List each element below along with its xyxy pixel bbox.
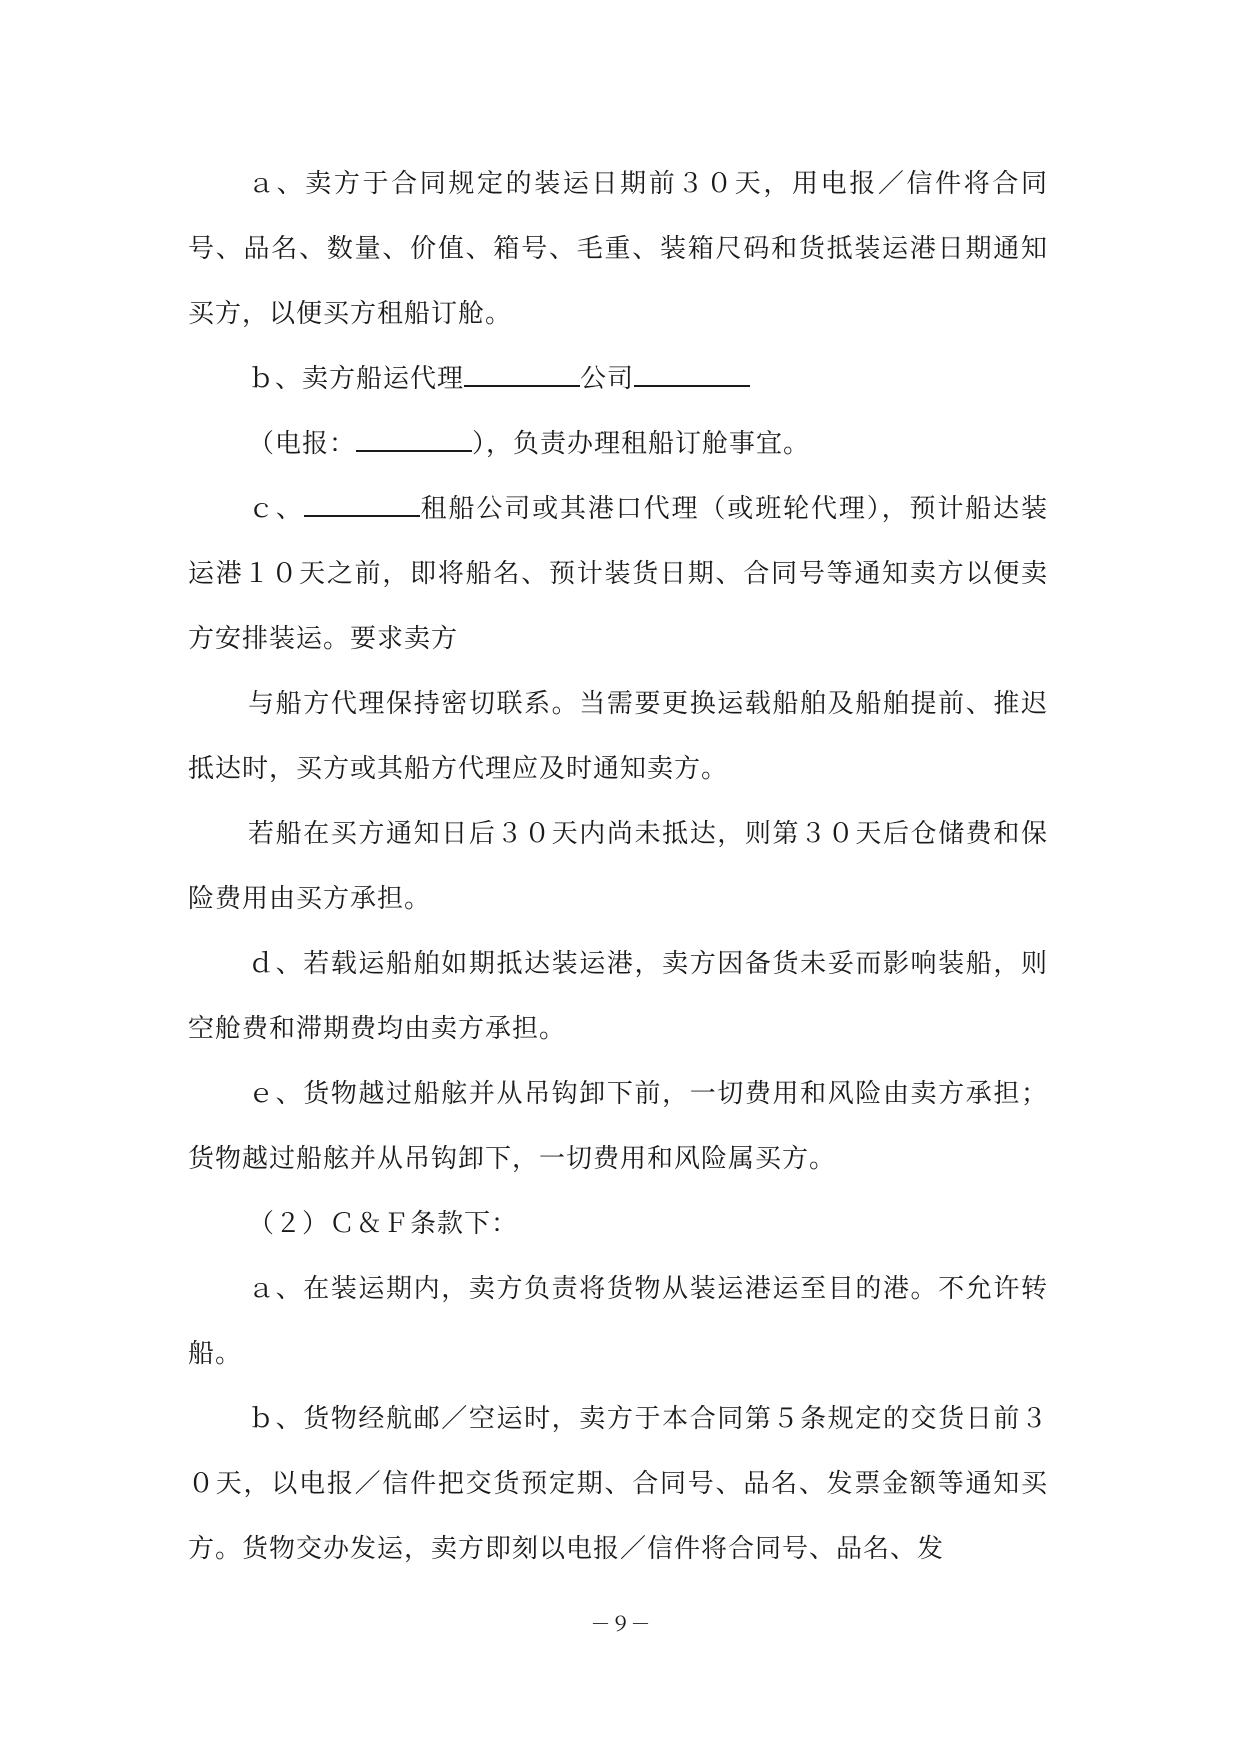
document-body	[188, 152, 1048, 1582]
paragraph-cf-b-air-mail: ｂ、货物经航邮／空运时，卖方于本合同第５条规定的交货日前３０天，以电报／信件把交货预定期、合同号、品名、发票金额等通知买方。货物交办发运，卖方即刻以电报／信件将合同号、品名、发	[188, 1404, 1048, 1564]
paragraph-d-demurrage: ｄ、若载运船舶如期抵达装运港，卖方因备货未妥而影响装船，则空舱费和滞期费均由卖方承担。	[188, 949, 1048, 1044]
paragraph-telegram	[188, 412, 1048, 477]
paragraph-c-label: ｃ、	[248, 494, 304, 524]
charter-company-blank	[304, 493, 420, 517]
paragraph-a-shipping-notice: ａ、卖方于合同规定的装运日期前３０天，用电报／信件将合同号、品名、数量、价值、箱号、毛重、装箱尺码和货抵装运港日期通知买方，以便买方租船订舱。	[188, 169, 1048, 329]
paragraph-agent-contact: 与船方代理保持密切联系。当需要更换运载船舶及船舶提前、推迟抵达时，买方或其船方代理应及时通知卖方。	[188, 689, 1048, 784]
company-name-blank	[634, 363, 750, 387]
section-heading-cf-terms: （２）Ｃ＆Ｆ条款下：	[248, 1209, 519, 1239]
telegram-blank	[356, 428, 472, 452]
agent-name-blank	[464, 363, 580, 387]
paragraph-b-text-middle: 公司	[580, 364, 635, 394]
telegram-text-end: ），负责办理租船订舱事宜。	[472, 429, 811, 459]
page-number: －９－	[590, 1612, 651, 1636]
paragraph-c-charter-company	[188, 477, 1048, 672]
paragraph-b-text-start: ｂ、卖方船运代理	[248, 364, 465, 394]
paragraph-c-text: 租船公司或其港口代理（或班轮代理），预计船达装运港１０天之前，即将船名、预计装货日期、合同号等通知卖方以便卖方安排装运。要求卖方	[188, 494, 1048, 654]
telegram-label: （电报：	[248, 429, 357, 459]
paragraph-b-shipping-agent	[188, 347, 1048, 412]
paragraph-e-risk-transfer: ｅ、货物越过船舷并从吊钩卸下前，一切费用和风险由卖方承担；货物越过船舷并从吊钩卸下，一切费用和风险属买方。	[188, 1079, 1048, 1174]
paragraph-storage-fees: 若船在买方通知日后３０天内尚未抵达，则第３０天后仓储费和保险费用由买方承担。	[188, 819, 1048, 914]
paragraph-cf-a-transport: ａ、在装运期内，卖方负责将货物从装运港运至目的港。不允许转船。	[188, 1274, 1048, 1369]
